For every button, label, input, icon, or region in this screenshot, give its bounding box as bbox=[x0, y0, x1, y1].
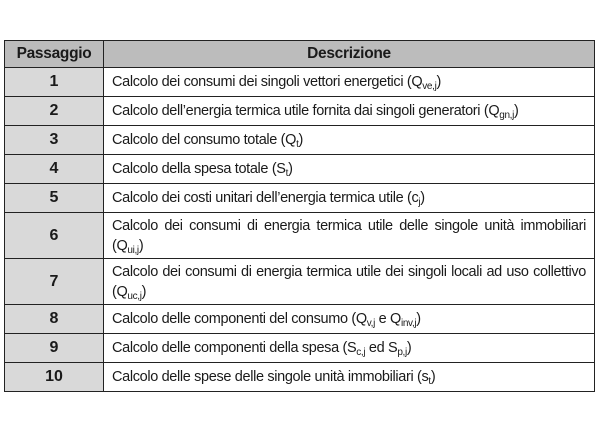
table-row bbox=[5, 155, 595, 184]
table-row bbox=[5, 363, 595, 392]
step-description: Calcolo dei consumi di energia termica utile delle singole unità immobiliari $(Q_{ui,j})$ bbox=[104, 213, 595, 259]
step-description: Calcolo dei consumi dei singoli vettori energetici $(Q_{ve,j})$ bbox=[104, 68, 595, 97]
header-description: Descrizione bbox=[104, 41, 595, 68]
step-description: Calcolo del consumo totale $(Q_t)$ bbox=[104, 126, 595, 155]
header-row bbox=[5, 41, 595, 68]
step-number: 5 bbox=[5, 184, 104, 213]
step-description: Calcolo dei consumi di energia termica utile dei singoli locali ad uso collettivo $(Q_{uc,j})$ bbox=[104, 259, 595, 305]
table-row bbox=[5, 213, 595, 259]
table-row bbox=[5, 97, 595, 126]
step-number: 1 bbox=[5, 68, 104, 97]
step-description: Calcolo delle componenti della spesa ($S_{c,j}$ ed $S_{p,j}$) bbox=[104, 334, 595, 363]
step-description: Calcolo delle spese delle singole unità immobiliari $(s_t)$ bbox=[104, 363, 595, 392]
table-row bbox=[5, 259, 595, 305]
step-number: 7 bbox=[5, 259, 104, 305]
table-row bbox=[5, 334, 595, 363]
header-step: Passaggio bbox=[5, 41, 104, 68]
step-number: 8 bbox=[5, 305, 104, 334]
step-description: Calcolo della spesa totale $(S_t)$ bbox=[104, 155, 595, 184]
step-number: 4 bbox=[5, 155, 104, 184]
step-number: 10 bbox=[5, 363, 104, 392]
step-number: 2 bbox=[5, 97, 104, 126]
steps-table bbox=[4, 40, 595, 392]
step-description: Calcolo dei costi unitari dell’energia termica utile $(c_j)$ bbox=[104, 184, 595, 213]
table-row bbox=[5, 184, 595, 213]
step-description: Calcolo delle componenti del consumo ($Q_{v,j}$ e $Q_{inv,j}$) bbox=[104, 305, 595, 334]
table-row bbox=[5, 305, 595, 334]
step-number: 3 bbox=[5, 126, 104, 155]
step-number: 6 bbox=[5, 213, 104, 259]
table-row bbox=[5, 126, 595, 155]
table-row bbox=[5, 68, 595, 97]
step-number: 9 bbox=[5, 334, 104, 363]
step-description: Calcolo dell’energia termica utile fornita dai singoli generatori $(Q_{gn,j})$ bbox=[104, 97, 595, 126]
